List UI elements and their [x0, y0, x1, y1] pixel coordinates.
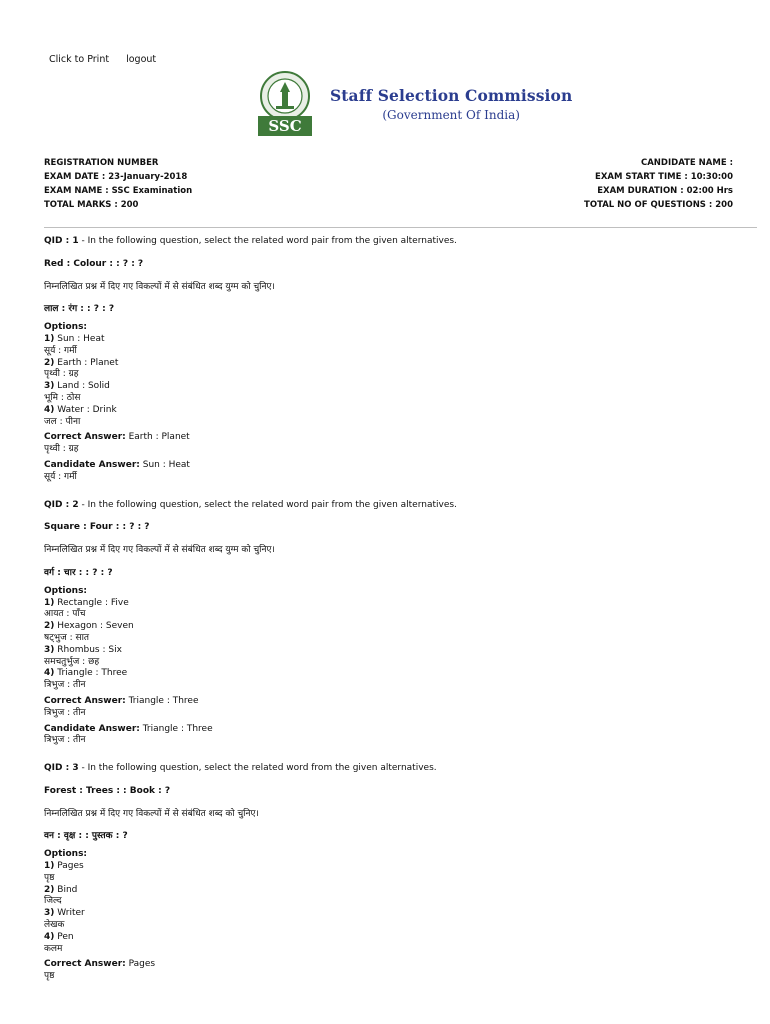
print-link[interactable]: Click to Print: [49, 54, 110, 65]
question-text: - In the following question, select the related word from the given alternatives.: [78, 763, 437, 774]
exam-date: EXAM DATE : 23-January-2018: [44, 172, 188, 182]
option: 2) Hexagon : Seven: [44, 621, 134, 632]
correct-answer-hindi: त्रिभुज : तीन: [44, 707, 86, 718]
total-questions: TOTAL NO OF QUESTIONS : 200: [584, 200, 733, 210]
candidate-answer-hindi: त्रिभुज : तीन: [44, 735, 86, 746]
option: 3) Writer: [44, 908, 85, 919]
question-block: [44, 500, 733, 748]
options-label: Options:: [44, 849, 88, 860]
option-hindi: जिल्द: [44, 896, 62, 907]
candidate-answer: Candidate Answer: Triangle : Three: [44, 723, 213, 734]
correct-answer: Correct Answer: Pages: [44, 959, 156, 970]
question-stem: Forest : Trees : : Book : ?: [44, 785, 171, 796]
option: 3) Rhombus : Six: [44, 644, 122, 655]
option: 1) Sun : Heat: [44, 333, 105, 344]
option-hindi: भूमि : ठोस: [44, 392, 81, 403]
question-stem-hindi-pair: लाल : रंग : : ? : ?: [44, 304, 115, 315]
correct-answer: Correct Answer: Triangle : Three: [44, 695, 199, 706]
option-hindi: पृथ्वी : ग्रह: [44, 369, 79, 380]
top-links: [49, 54, 170, 65]
option-hindi: लेखक: [44, 920, 65, 931]
logout-link[interactable]: logout: [126, 54, 157, 65]
candidate-name-label: CANDIDATE NAME :: [640, 158, 733, 168]
question-id: QID : 1: [44, 236, 79, 246]
question-id: QID : 2: [44, 499, 79, 510]
question-stem-hindi: निम्नलिखित प्रश्न में दिए गए विकल्पों में से संबंधित शब्द युग्म को चुनिए।: [44, 281, 275, 292]
question-stem: Square : Four : : ? : ?: [44, 522, 150, 533]
total-marks: TOTAL MARKS : 200: [44, 200, 139, 210]
correct-answer: Correct Answer: Earth : Planet: [44, 432, 190, 443]
logo-text: SSC: [268, 117, 302, 135]
question-text: - In the following question, select the related word pair from the given alternatives.: [78, 236, 457, 246]
option: 4) Pen: [44, 931, 74, 942]
option: 4) Triangle : Three: [44, 668, 128, 679]
question-block: [44, 763, 733, 983]
org-name: Staff Selection Commission: [330, 86, 573, 105]
registration-label: REGISTRATION NUMBER: [44, 158, 159, 168]
options-label: Options:: [44, 585, 88, 596]
correct-answer-hindi: पृष्ठ: [44, 971, 55, 982]
exam-duration: EXAM DURATION : 02:00 Hrs: [597, 186, 733, 196]
option-hindi: कलम: [44, 943, 63, 954]
org-subtitle: (Government Of India): [382, 108, 520, 122]
option-hindi: जल : पीना: [44, 416, 81, 427]
ssc-logo: [256, 70, 314, 138]
option-hindi: षट्भुज : सात: [44, 632, 90, 643]
candidate-answer: Candidate Answer: Sun : Heat: [44, 459, 190, 470]
question-stem: Red : Colour : : ? : ?: [44, 258, 144, 269]
option: 2) Earth : Planet: [44, 357, 119, 368]
exam-info: [44, 156, 733, 212]
question-stem-hindi-pair: वर्ग : चार : : ? : ?: [44, 567, 113, 578]
question-block: [44, 236, 733, 484]
divider: [44, 227, 757, 228]
question-stem-hindi-pair: वन : वृक्ष : : पुस्तक : ?: [44, 831, 128, 842]
correct-answer-hindi: पृथ्वी : ग्रह: [44, 444, 79, 455]
question-stem-hindi: निम्नलिखित प्रश्न में दिए गए विकल्पों में से संबंधित शब्द युग्म को चुनिए।: [44, 545, 275, 556]
question-id: QID : 3: [44, 763, 79, 774]
option-hindi: पृष्ठ: [44, 872, 55, 883]
org-title: [330, 86, 572, 122]
option: 1) Rectangle : Five: [44, 597, 129, 608]
options-label: Options:: [44, 322, 88, 333]
question-text: - In the following question, select the related word pair from the given alternatives.: [78, 499, 457, 510]
option-hindi: त्रिभुज : तीन: [44, 680, 86, 691]
option-hindi: समचतुर्भुज : छह: [44, 656, 100, 667]
exam-name: EXAM NAME : SSC Examination: [44, 186, 193, 196]
option: 1) Pages: [44, 861, 84, 872]
exam-start-time: EXAM START TIME : 10:30:00: [595, 172, 733, 182]
option: 4) Water : Drink: [44, 404, 117, 415]
question-list: [44, 236, 733, 983]
option-hindi: सूर्य : गर्मी: [44, 345, 77, 356]
option-hindi: आयत : पाँच: [44, 609, 86, 620]
option: 3) Land : Solid: [44, 381, 110, 392]
candidate-answer-hindi: सूर्य : गर्मी: [44, 471, 77, 482]
option: 2) Bind: [44, 884, 78, 895]
question-stem-hindi: निम्नलिखित प्रश्न में दिए गए विकल्पों में से संबंधित शब्द को चुनिए।: [44, 808, 259, 819]
